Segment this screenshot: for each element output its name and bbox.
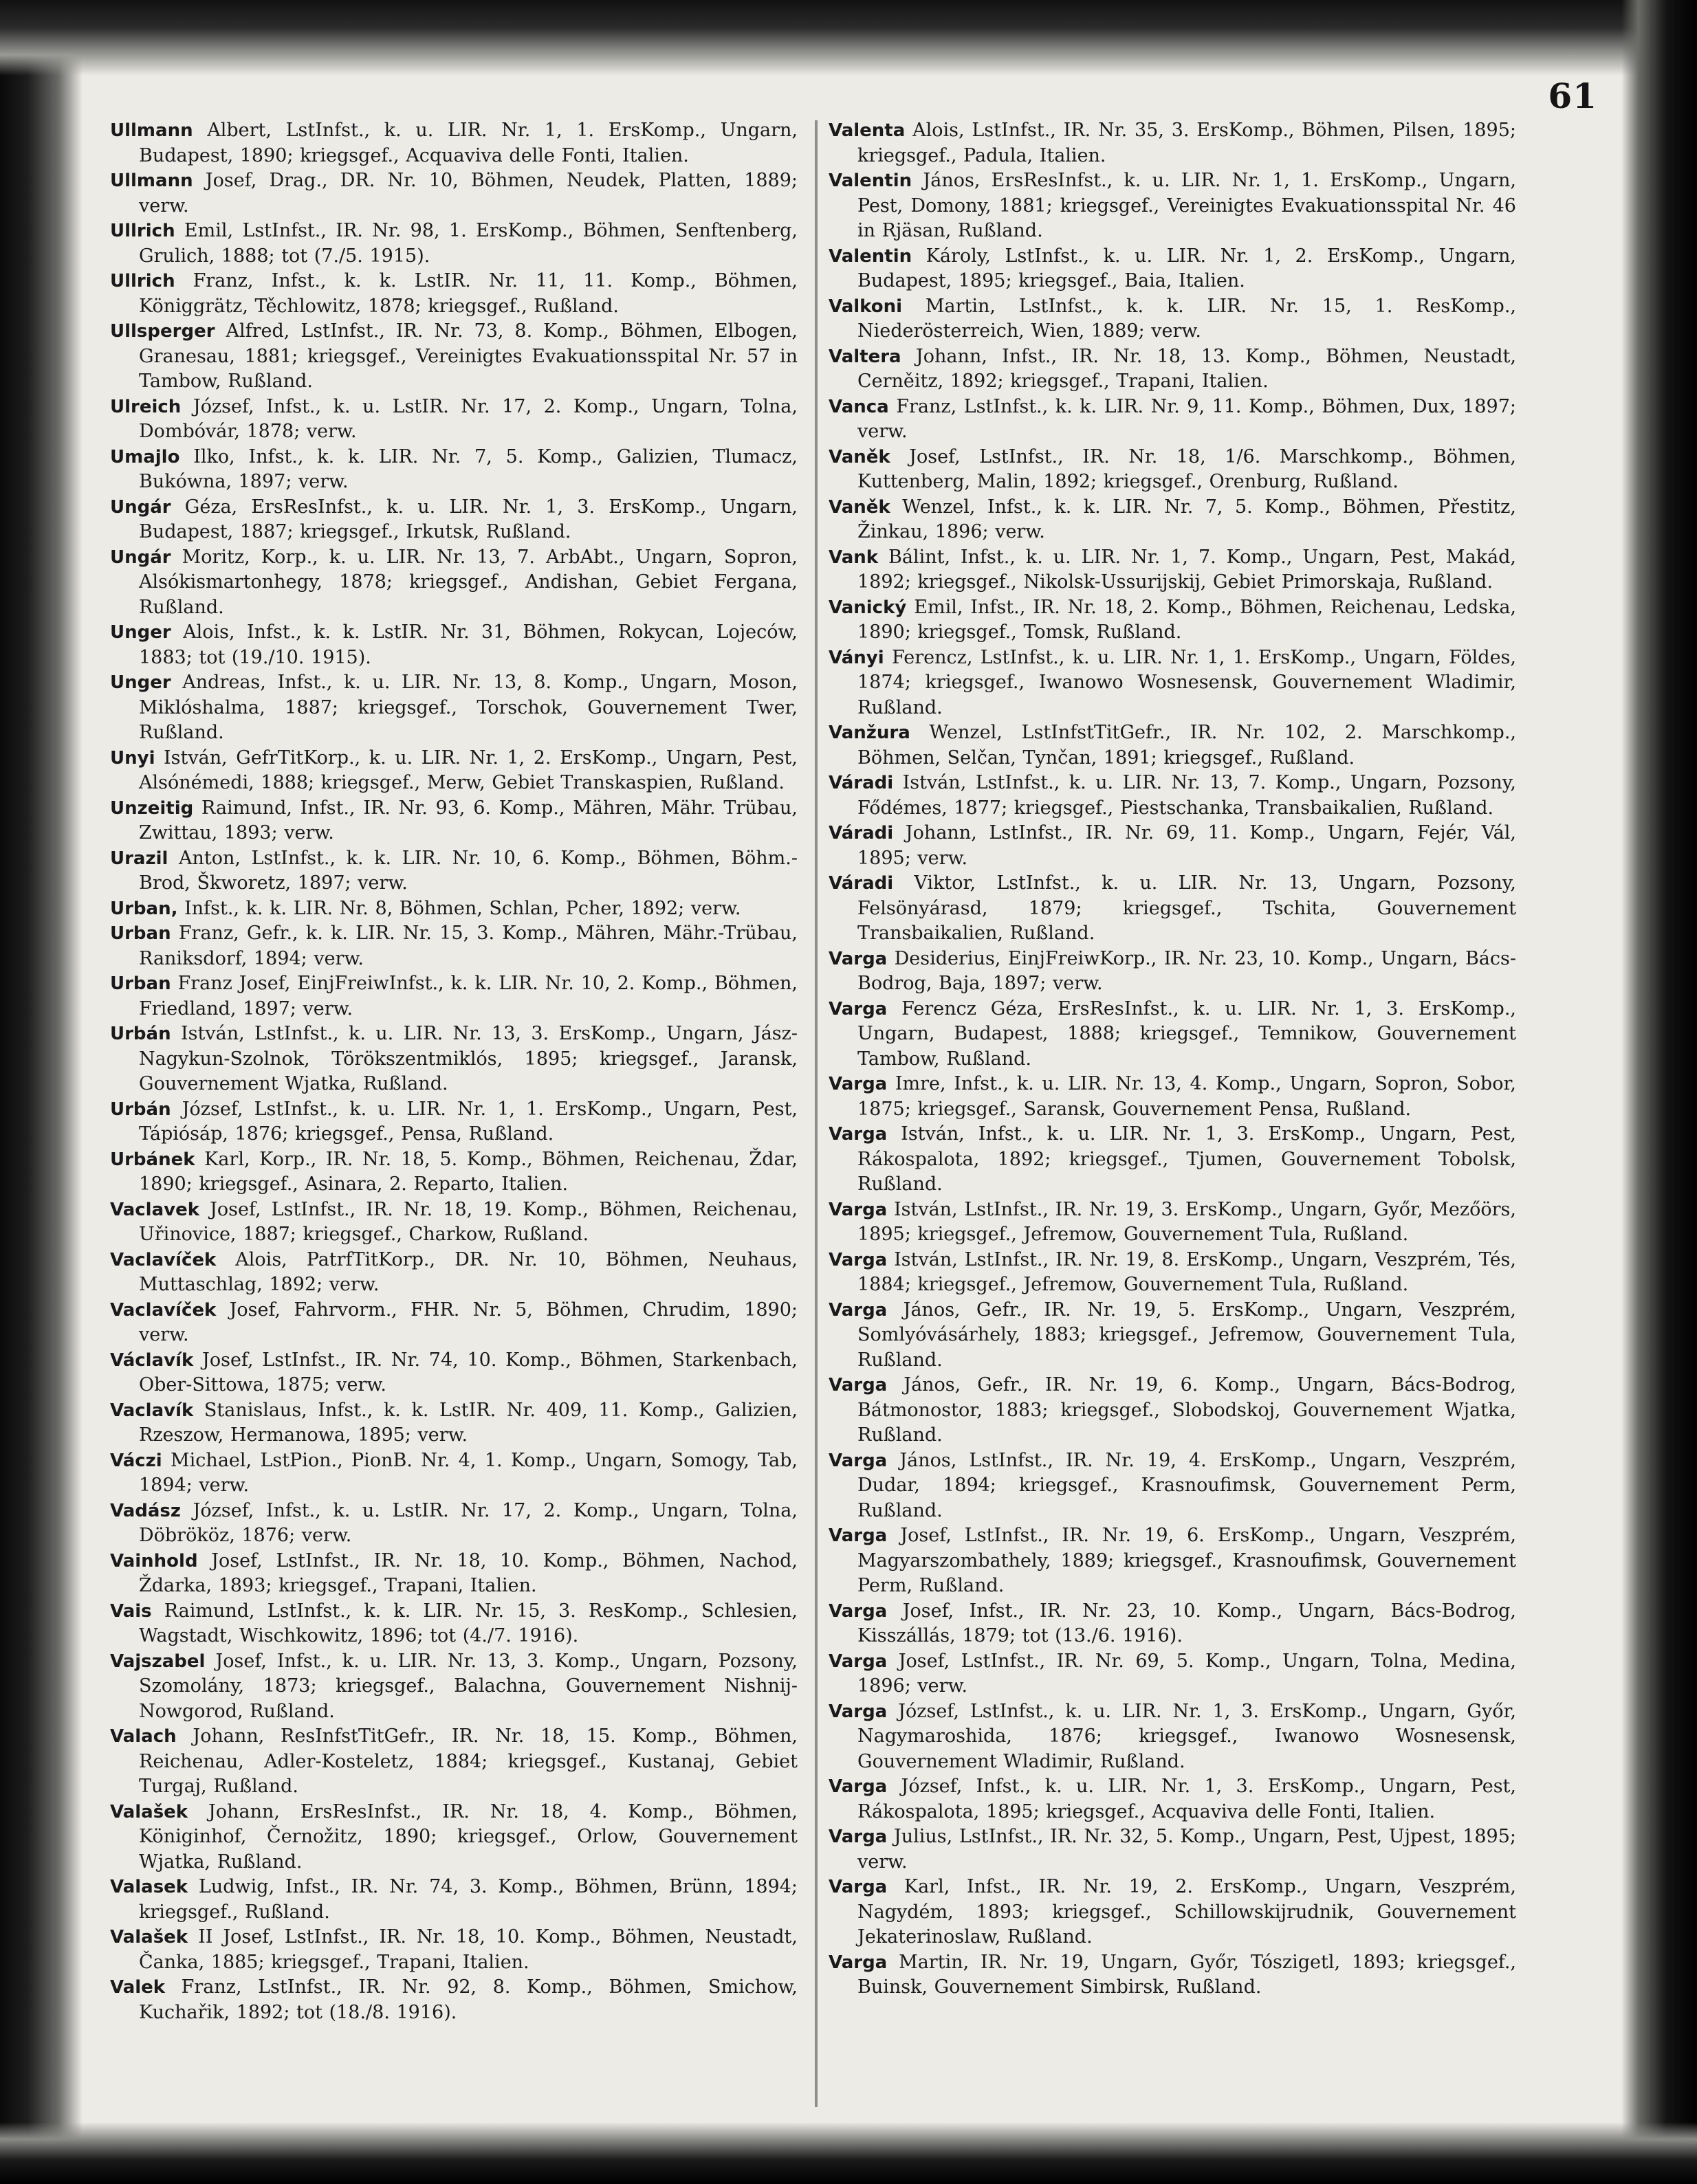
entry-surname: Unzeitig <box>110 797 194 819</box>
register-entry <box>110 1298 798 1348</box>
entry-details: Raimund, Infst., IR. Nr. 93, 6. Komp., Mähren, Mähr. Trübau, Zwittau, 1893; verw. <box>139 797 798 843</box>
entry-details: Andreas, Infst., k. u. LIR. Nr. 13, 8. Komp., Ungarn, Moson, Miklóshalma, 1887; kriegsgef., Torschok, Gouvernement Twer, Rußland. <box>139 672 798 743</box>
entry-surname: Vanžura <box>829 723 910 743</box>
entry-surname: Vanický <box>829 597 907 618</box>
register-entry <box>829 646 1516 721</box>
register-entry <box>110 746 798 796</box>
register-entry <box>110 971 798 1022</box>
register-entry <box>110 1097 798 1147</box>
scan-shadow-right <box>1621 0 1697 2184</box>
register-entry <box>829 294 1516 344</box>
entry-details: Karl, Korp., IR. Nr. 18, 5. Komp., Böhmen, Reichenau, Ždar, 1890; kriegsgef., Asinara, 2. Reparto, Italien. <box>139 1148 798 1195</box>
register-entry <box>829 1298 1516 1374</box>
entry-surname: Umajlo <box>110 446 180 467</box>
register-entry <box>110 921 798 971</box>
register-entry <box>829 1248 1516 1298</box>
register-entry <box>110 896 798 922</box>
entry-details: Franz, LstInfst., IR. Nr. 92, 8. Komp., Böhmen, Smichow, Kuchařik, 1892; tot (18./8. 1916). <box>139 1976 798 2023</box>
entry-surname: Varga <box>829 1651 888 1672</box>
entry-details: Johann, LstInfst., IR. Nr. 69, 11. Komp., Ungarn, Fejér, Vál, 1895; verw. <box>857 822 1516 869</box>
entry-details: Josef, LstInfst., IR. Nr. 69, 5. Komp., Ungarn, Tolna, Medina, 1896; verw. <box>857 1650 1516 1697</box>
entry-surname: Ványi <box>829 647 884 668</box>
entry-surname: Urban <box>110 973 171 994</box>
entry-surname: Varga <box>829 1776 888 1797</box>
register-entry <box>110 319 798 395</box>
entry-surname: Ullrich <box>110 271 175 291</box>
register-entry <box>110 1800 798 1875</box>
entry-details: Bálint, Infst., k. u. LIR. Nr. 1, 7. Komp., Ungarn, Pest, Makád, 1892; kriegsgef., Nikolsk-Ussurijskij, Gebiet Primorskaja, Rußland. <box>857 546 1516 593</box>
entry-surname: Ullrich <box>110 221 175 241</box>
register-entry <box>110 1022 798 1097</box>
entry-details: Franz, Infst., k. k. LstIR. Nr. 11, 11. Komp., Böhmen, Königgrätz, Těchlowitz, 1878; kriegsgef., Rußland. <box>139 270 798 317</box>
entry-details: Josef, Infst., k. u. LIR. Nr. 13, 3. Komp., Ungarn, Pozsony, Szomolány, 1873; kriegsgef., Balachna, Gouvernement Nishnij-Nowgorod, Rußland. <box>139 1650 798 1722</box>
entry-surname: Unger <box>110 622 171 643</box>
entry-details: Josef, LstInfst., IR. Nr. 18, 1/6. Marschkomp., Böhmen, Kuttenberg, Malin, 1892; kriegsgef., Orenburg, Rußland. <box>857 445 1516 492</box>
register-entry <box>829 1649 1516 1699</box>
entry-details: Albert, LstInfst., k. u. LIR. Nr. 1, 1. ErsKomp., Ungarn, Budapest, 1890; kriegsgef., Acquaviva delle Fonti, Italien. <box>139 120 798 166</box>
entry-surname: Ungár <box>110 547 171 568</box>
entry-details: Emil, LstInfst., IR. Nr. 98, 1. ErsKomp., Böhmen, Senftenberg, Grulich, 1888; tot (7./5. 1915). <box>139 220 798 267</box>
entry-surname: Urazil <box>110 848 168 869</box>
entry-surname: Valentin <box>829 170 912 191</box>
entry-details: Franz Josef, EinjFreiwInfst., k. k. LIR. Nr. 10, 2. Komp., Böhmen, Friedland, 1897; verw. <box>139 973 798 1019</box>
entry-surname: Varga <box>829 1249 888 1270</box>
entry-details: Josef, Fahrvorm., FHR. Nr. 5, Böhmen, Chrudim, 1890; verw. <box>139 1299 798 1345</box>
register-entry <box>110 269 798 319</box>
entry-surname: Vainhold <box>110 1550 198 1571</box>
left-column <box>110 118 798 2112</box>
entry-details: Martin, LstInfst., k. k. LIR. Nr. 15, 1. ResKomp., Niederösterreich, Wien, 1889; verw. <box>857 295 1516 342</box>
register-entry <box>110 1649 798 1725</box>
entry-details: István, LstInfst., k. u. LIR. Nr. 13, 7. Komp., Ungarn, Pozsony, Fődémes, 1877; kriegsgef., Piestschanka, Transbaikalien, Rußland. <box>857 772 1516 819</box>
entry-surname: Varga <box>829 1701 888 1722</box>
entry-surname: Ullsperger <box>110 321 215 342</box>
register-entry <box>110 168 798 219</box>
register-entry <box>829 1699 1516 1775</box>
entry-surname: Ungár <box>110 496 171 518</box>
register-entry <box>110 1975 798 2025</box>
column-divider <box>815 120 818 2107</box>
entry-details: Johann, ResInfstTitGefr., IR. Nr. 18, 15. Komp., Böhmen, Reichenau, Adler-Kosteletz, 1884; kriegsgef., Kustanaj, Gebiet Turgaj, Rußland. <box>139 1725 798 1797</box>
scan-shadow-left <box>0 0 83 2184</box>
register-entry <box>829 545 1516 595</box>
entry-details: Wenzel, Infst., k. k. LIR. Nr. 7, 5. Komp., Böhmen, Přestitz, Žinkau, 1896; verw. <box>857 496 1516 542</box>
entry-details: István, Infst., k. u. LIR. Nr. 1, 3. ErsKomp., Ungarn, Pest, Rákospalota, 1892; kriegsgef., Tjumen, Gouvernement Tobolsk, Rußland. <box>857 1123 1516 1195</box>
register-entry <box>110 1549 798 1599</box>
entry-surname: Valasek <box>110 1877 188 1897</box>
register-entry <box>110 545 798 621</box>
entry-surname: Varga <box>829 1525 888 1546</box>
register-entry <box>829 244 1516 294</box>
entry-surname: Unyi <box>110 747 155 769</box>
register-entry <box>829 947 1516 997</box>
register-entry <box>110 796 798 846</box>
register-entry <box>829 1122 1516 1198</box>
entry-surname: Varga <box>829 1299 888 1321</box>
register-entry <box>829 495 1516 545</box>
entry-surname: Varga <box>829 1827 888 1847</box>
entry-surname: Váradi <box>829 823 894 843</box>
entry-surname: Ullmann <box>110 120 193 141</box>
entry-details: Alois, LstInfst., IR. Nr. 35, 3. ErsKomp., Böhmen, Pilsen, 1895; kriegsgef., Padula, Italien. <box>857 120 1516 166</box>
page-number: 61 <box>1548 76 1597 116</box>
register-entry <box>110 219 798 269</box>
register-entry <box>110 846 798 896</box>
entry-surname: Urbán <box>110 1099 171 1120</box>
register-entry <box>829 168 1516 244</box>
entry-details: Wenzel, LstInfstTitGefr., IR. Nr. 102, 2. Marschkomp., Böhmen, Selčan, Tynčan, 1891; kriegsgef., Rußland. <box>857 722 1516 769</box>
entry-details: József, LstInfst., k. u. LIR. Nr. 1, 1. ErsKomp., Ungarn, Pest, Tápiósáp, 1876; kriegsgef., Pensa, Rußland. <box>139 1098 798 1145</box>
register-entry <box>829 771 1516 821</box>
entry-details: Alfred, LstInfst., IR. Nr. 73, 8. Komp., Böhmen, Elbogen, Granesau, 1881; kriegsgef., Vereinigtes Evakuationsspital Nr. 57 in Tambow, Rußland. <box>139 320 798 392</box>
entry-surname: Valtera <box>829 346 901 367</box>
entry-details: Martin, IR. Nr. 19, Ungarn, Győr, Tószigetl, 1893; kriegsgef., Buinsk, Gouvernement Simbirsk, Rußland. <box>857 1951 1516 1998</box>
entry-details: Ilko, Infst., k. k. LIR. Nr. 7, 5. Komp., Galizien, Tlumacz, Bukówna, 1897; verw. <box>139 445 798 492</box>
entry-details: II Josef, LstInfst., IR. Nr. 18, 10. Komp., Böhmen, Neustadt, Čanka, 1885; kriegsgef., Trapani, Italien. <box>139 1926 798 1973</box>
entry-details: Alois, PatrfTitKorp., DR. Nr. 10, Böhmen, Neuhaus, Muttaschlag, 1892; verw. <box>139 1248 798 1295</box>
entry-details: József, Infst., k. u. LIR. Nr. 1, 3. ErsKomp., Ungarn, Pest, Rákospalota, 1895; kriegsgef., Acquaviva delle Fonti, Italien. <box>857 1776 1516 1822</box>
entry-details: Ludwig, Infst., IR. Nr. 74, 3. Komp., Böhmen, Brünn, 1894; kriegsgef., Rußland. <box>139 1876 798 1923</box>
entry-surname: Varga <box>829 1952 888 1973</box>
entry-details: Anton, LstInfst., k. k. LIR. Nr. 10, 6. Komp., Böhmen, Böhm.-Brod, Škworetz, 1897; verw. <box>139 847 798 894</box>
entry-surname: Varga <box>829 1375 888 1396</box>
entry-details: János, ErsResInfst., k. u. LIR. Nr. 1, 1. ErsKomp., Ungarn, Pest, Domony, 1881; kriegsgef., Vereinigtes Evakuationsspital Nr. 46 in Rjäsan, Rußland. <box>857 170 1516 241</box>
entry-surname: Urban, <box>110 898 178 919</box>
entry-details: Emil, Infst., IR. Nr. 18, 2. Komp., Böhmen, Reichenau, Ledska, 1890; kriegsgef., Tomsk, Rußland. <box>857 596 1516 643</box>
entry-surname: Vajszabel <box>110 1651 206 1672</box>
register-entry <box>110 395 798 445</box>
register-entry <box>829 118 1516 168</box>
entry-surname: Varga <box>829 998 888 1019</box>
register-entry <box>829 871 1516 947</box>
register-entry <box>829 344 1516 395</box>
entry-surname: Vais <box>110 1600 152 1622</box>
entry-surname: Valenta <box>829 120 906 141</box>
register-entry <box>110 495 798 545</box>
register-entry <box>829 1774 1516 1824</box>
entry-surname: Vaněk <box>829 496 890 518</box>
entry-surname: Urbánek <box>110 1149 195 1170</box>
register-entry <box>110 1599 798 1649</box>
register-entry <box>110 1348 798 1398</box>
entry-details: Johann, ErsResInfst., IR. Nr. 18, 4. Komp., Böhmen, Königinhof, Černožitz, 1890; kriegsgef., Orlow, Gouvernement Wjatka, Rußland. <box>139 1800 798 1873</box>
register-entry <box>829 395 1516 445</box>
entry-surname: Urban <box>110 923 171 944</box>
entry-details: Desiderius, EinjFreiwKorp., IR. Nr. 23, 10. Komp., Ungarn, Bács-Bodrog, Baja, 1897; verw. <box>857 947 1516 994</box>
entry-details: Johann, Infst., IR. Nr. 18, 13. Komp., Böhmen, Neustadt, Cerněitz, 1892; kriegsgef., Trapani, Italien. <box>857 345 1516 392</box>
entry-details: István, GefrTitKorp., k. u. LIR. Nr. 1, 2. ErsKomp., Ungarn, Pest, Alsónémedi, 1888; kriegsgef., Merw, Gebiet Transkaspien, Rußland. <box>139 747 798 793</box>
entry-surname: Václavík <box>110 1349 194 1371</box>
entry-details: Géza, ErsResInfst., k. u. LIR. Nr. 1, 3. ErsKomp., Ungarn, Budapest, 1887; kriegsgef., Irkutsk, Rußland. <box>139 496 798 542</box>
entry-details: Viktor, LstInfst., k. u. LIR. Nr. 13, Ungarn, Pozsony, Felsönyárasd, 1879; kriegsgef., Tschita, Gouvernement Transbaikalien, Rußland. <box>857 872 1516 944</box>
register-entry <box>110 1198 798 1248</box>
register-entry <box>829 1523 1516 1599</box>
entry-details: Infst., k. k. LIR. Nr. 8, Böhmen, Schlan, Pcher, 1892; verw. <box>177 897 741 919</box>
register-entry <box>110 1925 798 1975</box>
entry-surname: Varga <box>829 1450 888 1471</box>
entry-surname: Varga <box>829 1124 888 1145</box>
entry-details: Imre, Infst., k. u. LIR. Nr. 13, 4. Komp., Ungarn, Sopron, Sobor, 1875; kriegsgef., Saransk, Gouvernement Pensa, Rußland. <box>857 1073 1516 1120</box>
register-entry <box>110 1147 798 1198</box>
entry-details: Moritz, Korp., k. u. LIR. Nr. 13, 7. ArbAbt., Ungarn, Sopron, Alsókismartonhegy, 1878; kriegsgef., Andishan, Gebiet Fergana, Rußland. <box>139 546 798 618</box>
entry-surname: Vaclavík <box>110 1400 194 1421</box>
entry-details: József, Infst., k. u. LstIR. Nr. 17, 2. Komp., Ungarn, Tolna, Döbrököz, 1876; verw. <box>139 1499 798 1546</box>
register-entry <box>829 1448 1516 1524</box>
entry-details: István, LstInfst., IR. Nr. 19, 8. ErsKomp., Ungarn, Veszprém, Tés, 1884; kriegsgef., Jefremow, Gouvernement Tula, Rußland. <box>857 1248 1516 1295</box>
entry-surname: Unger <box>110 672 171 693</box>
right-column <box>829 118 1516 2112</box>
register-entry <box>110 1398 798 1448</box>
entry-details: János, LstInfst., IR. Nr. 19, 4. ErsKomp., Ungarn, Veszprém, Dudar, 1894; kriegsgef., Krasnoufimsk, Gouvernement Perm, Rußland. <box>857 1449 1516 1521</box>
entry-surname: Valašek <box>110 1927 188 1948</box>
entry-details: Ferencz Géza, ErsResInfst., k. u. LIR. Nr. 1, 3. ErsKomp., Ungarn, Budapest, 1888; kriegsgef., Temnikow, Gouvernement Tambow, Rußland. <box>857 997 1516 1070</box>
entry-surname: Ulreich <box>110 396 182 417</box>
entry-surname: Vaclavíček <box>110 1299 217 1321</box>
register-entry <box>829 1373 1516 1448</box>
entry-surname: Ullmann <box>110 170 193 191</box>
entry-surname: Vaclavíček <box>110 1249 217 1270</box>
entry-surname: Varga <box>829 1600 888 1622</box>
register-entry <box>829 595 1516 646</box>
entry-details: Josef, LstInfst., IR. Nr. 74, 10. Komp., Böhmen, Starkenbach, Ober-Sittowa, 1875; verw. <box>139 1349 798 1396</box>
entry-surname: Váradi <box>829 873 894 894</box>
scan-shadow-bottom <box>0 2122 1697 2184</box>
entry-surname: Vanca <box>829 396 889 417</box>
entry-details: István, LstInfst., IR. Nr. 19, 3. ErsKomp., Ungarn, Győr, Mezőörs, 1895; kriegsgef., Jefremow, Gouvernement Tula, Rußland. <box>857 1198 1516 1245</box>
entry-surname: Váradi <box>829 773 894 793</box>
entry-details: Josef, LstInfst., IR. Nr. 19, 6. ErsKomp., Ungarn, Veszprém, Magyarszombathely, 1889; kriegsgef., Krasnoufimsk, Gouvernement Perm, Rußland. <box>857 1525 1516 1596</box>
register-entry <box>110 1724 798 1800</box>
entry-details: Raimund, LstInfst., k. k. LIR. Nr. 15, 3. ResKomp., Schlesien, Wagstadt, Wischkowitz, 1896; tot (4./7. 1916). <box>139 1600 798 1646</box>
register-entry <box>829 1599 1516 1649</box>
register-entry <box>829 1950 1516 2000</box>
register-entry <box>829 997 1516 1072</box>
entry-surname: Varga <box>829 1199 888 1220</box>
register-entry <box>110 1499 798 1549</box>
entry-surname: Valentin <box>829 245 912 267</box>
entry-details: Josef, Infst., IR. Nr. 23, 10. Komp., Ungarn, Bács-Bodrog, Kisszállás, 1879; tot (13./6. 1916). <box>857 1600 1516 1646</box>
register-entry <box>110 670 798 746</box>
entry-surname: Varga <box>829 1877 888 1897</box>
entry-details: Josef, Drag., DR. Nr. 10, Böhmen, Neudek, Platten, 1889; verw. <box>139 170 798 217</box>
entry-details: Franz, LstInfst., k. k. LIR. Nr. 9, 11. Komp., Böhmen, Dux, 1897; verw. <box>857 395 1516 442</box>
entry-surname: Varga <box>829 1074 888 1094</box>
entry-details: Karl, Infst., IR. Nr. 19, 2. ErsKomp., Ungarn, Veszprém, Nagydém, 1893; kriegsgef., Schillowskijrudnik, Gouvernement Jekaterinoslaw, Rußland. <box>857 1876 1516 1948</box>
register-entry <box>829 1072 1516 1122</box>
entry-details: Michael, LstPion., PionB. Nr. 4, 1. Komp., Ungarn, Somogy, Tab, 1894; verw. <box>139 1449 798 1496</box>
entry-details: Ferencz, LstInfst., k. u. LIR. Nr. 1, 1. ErsKomp., Ungarn, Földes, 1874; kriegsgef., Iwanowo Wosnesensk, Gouvernement Wladimir, Rußland. <box>857 646 1516 718</box>
entry-details: Franz, Gefr., k. k. LIR. Nr. 15, 3. Komp., Mähren, Mähr.-Trübau, Raniksdorf, 1894; verw. <box>139 923 798 969</box>
register-entry <box>110 620 798 670</box>
register-entry <box>110 1875 798 1925</box>
entry-surname: Váczi <box>110 1450 162 1471</box>
register-entry <box>110 118 798 168</box>
entry-details: Julius, LstInfst., IR. Nr. 32, 5. Komp., Ungarn, Pest, Ujpest, 1895; verw. <box>857 1826 1516 1873</box>
entry-details: Károly, LstInfst., k. u. LIR. Nr. 1, 2. ErsKomp., Ungarn, Budapest, 1895; kriegsgef., Baia, Italien. <box>857 245 1516 291</box>
entry-details: János, Gefr., IR. Nr. 19, 6. Komp., Ungarn, Bács-Bodrog, Bátmonostor, 1883; kriegsgef., Slobodskoj, Gouvernement Wjatka, Rußland. <box>857 1374 1516 1446</box>
entry-surname: Valkoni <box>829 296 903 317</box>
entry-surname: Valek <box>110 1977 166 1998</box>
register-entry <box>110 1448 798 1499</box>
entry-details: Stanislaus, Infst., k. k. LstIR. Nr. 409, 11. Komp., Galizien, Rzeszow, Hermanowa, 1895; verw. <box>139 1399 798 1446</box>
entry-surname: Varga <box>829 948 888 969</box>
entry-details: János, Gefr., IR. Nr. 19, 5. ErsKomp., Ungarn, Veszprém, Somlyóvásárhely, 1883; kriegsgef., Jefremow, Gouvernement Tula, Rußland. <box>857 1299 1516 1371</box>
entry-surname: Vadász <box>110 1500 182 1521</box>
register-entry <box>829 1198 1516 1248</box>
entry-surname: Vaclavek <box>110 1199 199 1220</box>
entry-details: Josef, LstInfst., IR. Nr. 18, 10. Komp., Böhmen, Nachod, Ždarka, 1893; kriegsgef., Trapani, Italien. <box>139 1549 798 1596</box>
register-entry <box>829 720 1516 771</box>
entry-surname: Vaněk <box>829 446 890 467</box>
register-entry <box>829 821 1516 871</box>
register-entry <box>110 1248 798 1298</box>
entry-surname: Valach <box>110 1726 177 1747</box>
entry-surname: Valašek <box>110 1801 188 1822</box>
entry-details: Josef, LstInfst., IR. Nr. 18, 19. Komp., Böhmen, Reichenau, Uřinovice, 1887; kriegsgef., Charkow, Rußland. <box>139 1198 798 1245</box>
entry-details: József, Infst., k. u. LstIR. Nr. 17, 2. Komp., Ungarn, Tolna, Dombóvár, 1878; verw. <box>139 395 798 442</box>
entry-surname: Vank <box>829 547 879 568</box>
entry-details: József, LstInfst., k. u. LIR. Nr. 1, 3. ErsKomp., Ungarn, Győr, Nagymaroshida, 1876; kriegsgef., Iwanowo Wosnesensk, Gouvernement Wladimir, Rußland. <box>857 1700 1516 1772</box>
register-entry <box>829 445 1516 495</box>
entry-surname: Urbán <box>110 1024 171 1044</box>
register-entry <box>829 1875 1516 1950</box>
scan-shadow-top <box>0 0 1697 76</box>
entry-details: István, LstInfst., k. u. LIR. Nr. 13, 3. ErsKomp., Ungarn, Jász-Nagykun-Szolnok, Törökszentmiklós, 1895; kriegsgef., Jaransk, Gouvernement Wjatka, Rußland. <box>139 1023 798 1094</box>
register-entry <box>829 1824 1516 1875</box>
entry-details: Alois, Infst., k. k. LstIR. Nr. 31, Böhmen, Rokycan, Lojeców, 1883; tot (19./10. 1915). <box>139 621 798 668</box>
register-entry <box>110 445 798 495</box>
